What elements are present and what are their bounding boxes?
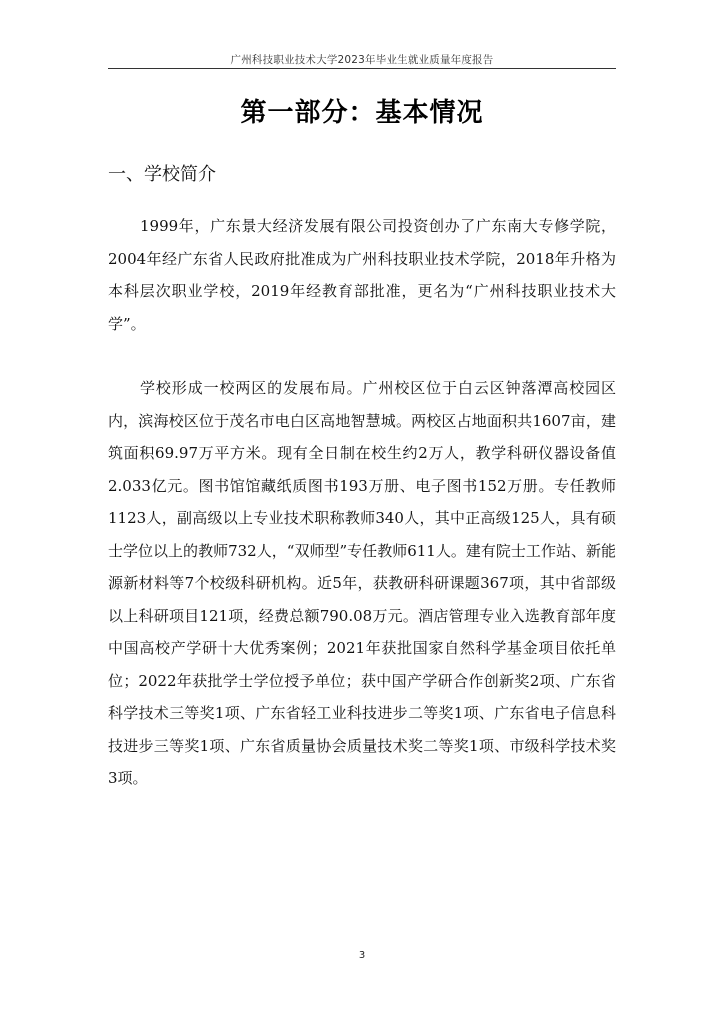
header-rule: [108, 68, 616, 69]
page-number: 3: [358, 950, 366, 961]
part-title: 第一部分：基本情况: [240, 98, 484, 128]
paragraph-campus-overview: 学校形成一校两区的发展布局。广州校区位于白云区钟落潭高校园区内，滨海校区位于茂名市电白区高地智慧城。两校区占地面积共1607亩，建筑面积69.97万平方米。现有全日制在校生约2万人，教学科研仪器设备值2.033亿元。图书馆馆藏纸质图书193万册、电子图书152万册。专任教师1123人，副高级以上专业技术职称教师340人，其中正高级125人，具有硕士学位以上的教师732人，“双师型”专任教师611人。建有院士工作站、新能源新材料等7个校级科研机构。近5年，获教研科研课题367项，其中省部级以上科研项目121项，经费总额790.08万元。酒店管理专业入选教育部年度中国高校产学研十大优秀案例；2021年获批国家自然科学基金项目依托单位；2022年获批学士学位授予单位；获中国产学研合作创新奖2项、广东省科学技术三等奖1项、广东省轻工业科技进步二等奖1项、广东省电子信息科技进步三等奖1项、广东省质量协会质量技术奖二等奖1项、市级科学技术奖3项。: [108, 379, 616, 787]
section-heading: 一、学校简介: [108, 164, 216, 185]
running-header: 广州科技职业技术大学2023年毕业生就业质量年度报告: [230, 54, 494, 66]
paragraph-history: 1999年，广东景大经济发展有限公司投资创办了广东南大专修学院，2004年经广东省人民政府批准成为广州科技职业技术学院，2018年升格为本科层次职业学校，2019年经教育部批准，更名为“广州科技职业技术大学”。: [108, 217, 616, 333]
